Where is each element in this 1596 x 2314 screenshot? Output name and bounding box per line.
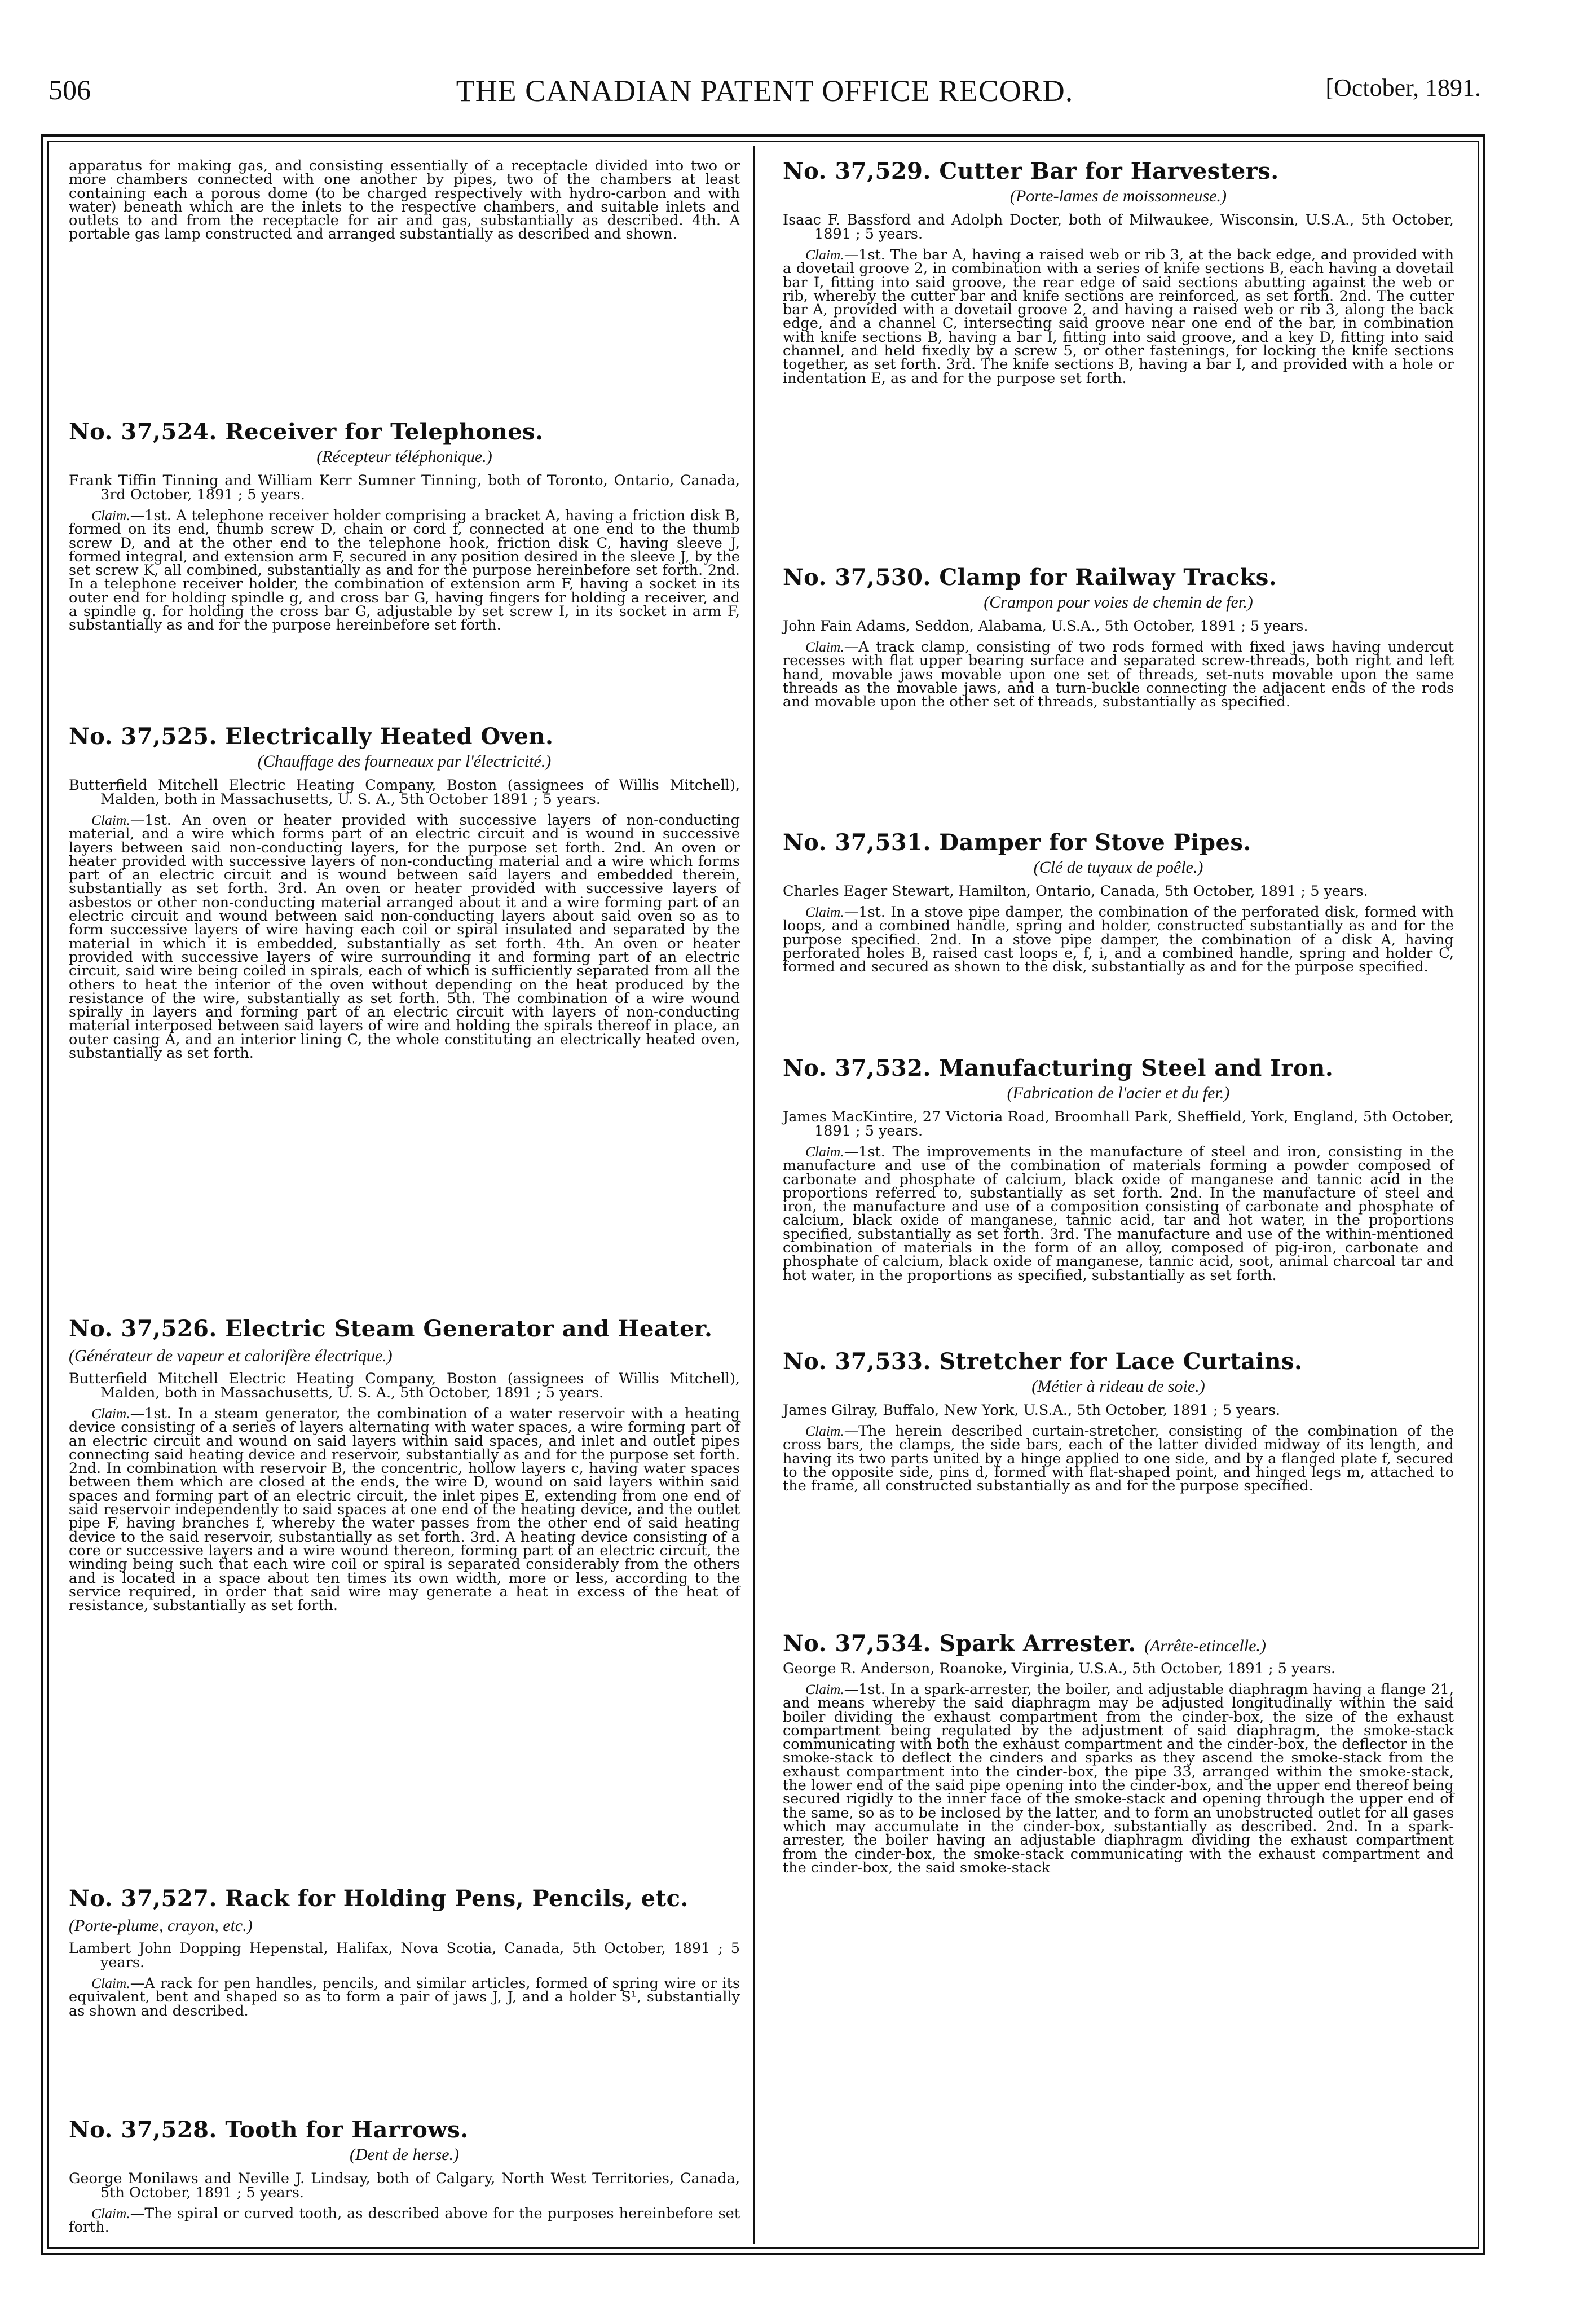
claim-label: Claim.	[91, 1975, 130, 1991]
claim-body: —1st. The improvements in the manufacture of steel and iron, consisting in the manufacture and use of the combination of materials forming a powder composed of carbonate and phosphate of calcium, black oxide of manganese and tannic acid in the proportions referred to, substantially as set forth. 2nd. In the manufacture of steel and iron, the manufacture and use of a composition consisting of carbonate and phosphate of calcium, black oxide of manganese, tannic acid, tar and hot water, in the proportions specified, substantially as set forth. 3rd. The manufacture and use of the within-mentioned combination of materials in the form of an alloy, composed of pig-iron, carbonate and phosphate of calcium, black oxide of manganese, tannic acid, soot, animal charcoal tar and hot water, in the proportions as specified, substantially as set forth.	[783, 1143, 1454, 1284]
claim-label: Claim.	[91, 2205, 130, 2221]
claim-text	[783, 1683, 1454, 1875]
patent-heading	[69, 1886, 740, 1938]
claim-text	[783, 1145, 1454, 1282]
claim-text	[69, 813, 740, 1060]
patent-number: No. 37,534.	[783, 1630, 931, 1657]
claim-label: Claim.	[805, 1423, 844, 1439]
patent-entry-37526	[69, 1317, 740, 1886]
patentee-line: Charles Eager Stewart, Hamilton, Ontario, Canada, 5th October, 1891 ; 5 years.	[783, 883, 1368, 900]
patent-heading	[69, 420, 740, 445]
claim-label: Claim.	[91, 1405, 130, 1422]
claim-label: Claim.	[91, 507, 130, 523]
patentee-line: Lambert John Dopping Hepenstal, Halifax, Nova Scotia, Canada, 5th October, 1891 ; 5 years.	[69, 1940, 740, 1971]
left-column	[69, 159, 740, 2287]
patent-heading	[69, 1317, 740, 1369]
patent-heading	[69, 724, 740, 749]
french-title: (Fabrication de l'acier et du fer.)	[1007, 1084, 1230, 1102]
claim-body: —1st. In a stove pipe damper, the combination of the perforated disk, formed with loops, and a combined handle, spring and holder, constructed substantially as and for the purpose specified. 2nd. In a stove pipe damper, the combination of a disk A, having perforated holes B, raised cast loops e, f, i, and a combined handle, spring and holder C, formed and secured as shown to the disk, substantially as and for the purpose specified.	[783, 904, 1454, 976]
patent-title: Damper for Stove Pipes.	[939, 829, 1251, 856]
issue-date: [October, 1891.	[1325, 74, 1481, 102]
claim-text	[783, 905, 1454, 974]
patent-entry-37529	[783, 159, 1454, 565]
claim-label: Claim.	[805, 639, 844, 655]
patent-title: Electric Steam Generator and Heater.	[225, 1316, 713, 1342]
patentee-line: George Monilaws and Neville J. Lindsay, both of Calgary, North West Territories, Canada, 5th October, 1891 ; 5 years.	[69, 2170, 740, 2201]
claim-text	[783, 640, 1454, 709]
patent-number: No. 37,527.	[69, 1885, 217, 1912]
claim-body: —1st. In a spark-arrester, the boiler, and adjustable diaphragm having a flange 21, and means whereby the said diaphragm may be adjusted longitudinally within the said boiler dividing the exhaust compartment from the cinder-box, the size of the exhaust compartment being regulated by the adjustment of said diaphragm, the smoke-stack communicating with both the exhaust compartment and the cinder-box, the deflector in the smoke-stack to deflect the cinders and sparks as they ascend the smoke-stack from the exhaust compartment into the cinder-box, the pipe 33, arranged within the smoke-stack, the lower end of the said pipe opening into the cinder-box, and the upper end thereof being secured rigidly to the inner face of the smoke-stack and opening through the upper end of the same, so as to be inclosed by the latter, and to form an unobstructed outlet for all gases which may accumulate in the cinder-box, substantially as described. 2nd. In a spark-arrester, the boiler having an adjustable diaphragm dividing the exhaust compartment from the cinder-box, the smoke-stack communicating with the exhaust compartment and the cinder-box, the said smoke-stack	[783, 1681, 1454, 1876]
patent-entry-37525	[69, 724, 740, 1317]
patent-title: Spark Arrester.	[939, 1630, 1136, 1657]
patent-entry-37532	[783, 1056, 1454, 1349]
claim-body: —A track clamp, consisting of two rods formed with fixed jaws having undercut recesses with flat upper bearing surface and separated screw-threads, both right and left hand, movable jaws movable upon one set of threads, set-nuts movable upon the same threads as the movable jaws, and a turn-buckle connecting the adjacent ends of the rods and movable upon the other set of threads, substantially as specified.	[783, 639, 1454, 711]
claim-body: —1st. In a steam generator, the combination of a water reservoir with a heating device consisting of a series of layers alternating with water spaces, a wire forming part of an electric circuit and wound on said layers within said spaces, and inlet and outlet pipes connecting said heating device and reservoir, substantially as and for the purpose set forth. 2nd. In combination with reservoir B, the concentric, hollow layers c, having water spaces between them which are closed at the ends, the wire D, wound on said layers within said spaces and forming part of an electric circuit, the inlet pipes E, extending from one end of said reservoir independently to said spaces at one end of the heating device, and the outlet pipe F, having branches f, whereby the water passes from the other end of said heating device to the said reservoir, substantially as set forth. 3rd. A heating device consisting of a core or successive layers and a wire wound thereon, forming part of an electric circuit, the winding being such that each wire coil or spiral is separated considerably from the others and is located in a space about ten times its own width, more or less, according to the service required, in order that said wire may generate a heat in excess of the heat of resistance, substantially as set forth.	[69, 1405, 740, 1614]
patentee-line: John Fain Adams, Seddon, Alabama, U.S.A., 5th October, 1891 ; 5 years.	[783, 618, 1308, 635]
french-title: (Métier à rideau de soie.)	[1031, 1377, 1205, 1396]
claim-body: —1st. A telephone receiver holder comprising a bracket A, having a friction disk B, formed on its end, thumb screw D, chain or cord f, connected at one end to the thumb screw D, and at the other end to the telephone hook, friction disk C, having sleeve J, formed integral, and extension arm F, secured in any position desired in the sleeve J, by the set screw K, all combined, substantially as and for the purpose hereinbefore set forth. 2nd. In a telephone receiver holder, the combination of extension arm F, having a socket in its outer end for holding spindle g, and cross bar G, having fingers for holding a receiver, and a spindle g. for holding the cross bar G, adjustable by set screw I, in its socket in arm F, substantially as and for the purpose hereinbefore set forth.	[69, 507, 740, 634]
patent-title: Manufacturing Steel and Iron.	[939, 1055, 1334, 1081]
patentee-line: Butterfield Mitchell Electric Heating Company, Boston (assignees of Willis Mitchell), Malden, both in Massachusetts, U. S. A., 5th October, 1891 ; 5 years.	[69, 1370, 740, 1401]
patent-number: No. 37,533.	[783, 1348, 931, 1375]
patent-number: No. 37,531.	[783, 829, 931, 856]
patent-heading	[783, 830, 1454, 855]
patent-entry-37531	[783, 830, 1454, 1056]
patentee-line: George R. Anderson, Roanoke, Virginia, U.S.A., 5th October, 1891 ; 5 years.	[783, 1660, 1336, 1677]
right-column	[783, 159, 1454, 2162]
patent-number: No. 37,532.	[783, 1055, 931, 1081]
column-divider	[753, 146, 755, 2244]
patent-heading	[783, 565, 1454, 590]
patent-heading	[69, 2118, 740, 2143]
claim-text	[69, 1977, 740, 2018]
patent-heading	[783, 1349, 1454, 1374]
claim-label: Claim.	[91, 812, 130, 828]
french-title: (Chauffage des fourneaux par l'électricité.)	[257, 752, 552, 771]
patent-title: Cutter Bar for Harvesters.	[939, 158, 1279, 184]
french-title: (Récepteur téléphonique.)	[316, 447, 492, 466]
publication-title: THE CANADIAN PATENT OFFICE RECORD.	[456, 74, 1074, 108]
patent-entry-37524	[69, 420, 740, 724]
patent-number: No. 37,530.	[783, 564, 931, 591]
claim-text	[69, 2207, 740, 2234]
patent-entry-37533	[783, 1349, 1454, 1631]
french-title: (Clé de tuyaux de poêle.)	[1033, 858, 1203, 877]
claim-text	[69, 1407, 740, 1612]
patent-heading	[783, 159, 1454, 184]
patent-heading	[783, 1056, 1454, 1081]
claim-body: —The spiral or curved tooth, as described above for the purposes hereinbefore set forth.	[69, 2205, 740, 2236]
claim-label: Claim.	[805, 247, 844, 263]
patent-entry-37527	[69, 1886, 740, 2118]
patent-number: No. 37,524.	[69, 419, 217, 445]
patent-number: No. 37,525.	[69, 723, 217, 750]
patentee-line: James Gilray, Buffalo, New York, U.S.A., 5th October, 1891 ; 5 years.	[783, 1402, 1281, 1419]
patentee-line: Frank Tiffin Tinning and William Kerr Sumner Tinning, both of Toronto, Ontario, Canada, 3rd October, 1891 ; 5 years.	[69, 472, 740, 503]
french-title: (Dent de herse.)	[349, 2145, 460, 2164]
claim-label: Claim.	[805, 904, 844, 920]
page-header	[49, 73, 1481, 118]
patent-number: No. 37,526.	[69, 1316, 217, 1342]
patent-title: Stretcher for Lace Curtains.	[939, 1348, 1303, 1375]
patent-heading	[783, 1631, 1454, 1658]
patent-entry-37534	[783, 1631, 1454, 2162]
patent-title: Clamp for Railway Tracks.	[939, 564, 1277, 591]
claim-label: Claim.	[805, 1681, 844, 1697]
patent-number: No. 37,529.	[783, 158, 931, 184]
patent-title: Tooth for Harrows.	[225, 2117, 469, 2143]
claim-body: —1st. The bar A, having a raised web or rib 3, at the back edge, and provided with a dovetail groove 2, in combination with a series of knife sections B, each having a dovetail bar I, fitting into said groove, the rear edge of said sections abutting against the web or rib, whereby the cutter bar and knife sections are reinforced, as set forth. 2nd. The cutter bar A, provided with a dovetail groove 2, and having a raised web or rib 3, along the back edge, and a channel C, intersecting said groove near one end of the bar, in combination with knife sections B, having a bar I, fitting into said groove, and a key D, fitting into said channel, and held fixedly by a screw 5, or other fastenings, for locking the knife sections together, as set forth. 3rd. The knife sections B, having a bar I, and provided with a hole or indentation E, as and for the purpose set forth.	[783, 247, 1454, 387]
claim-body: —The herein described curtain-stretcher, consisting of the combination of the cross bars, the clamps, the side bars, each of the latter divided midway of its length, and having its two parts united by a hinge applied to one side, and by a flanged plate f, secured to the opposite side, pins d, formed with flat-shaped point, and hinged legs m, attached to the frame, all constructed substantially as and for the purpose specified.	[783, 1423, 1454, 1495]
french-title: (Arrête-etincelle.)	[1144, 1636, 1266, 1655]
claim-text	[783, 1424, 1454, 1493]
continued-text-block	[69, 159, 740, 420]
claim-text	[69, 509, 740, 632]
french-title: (Crampon pour voies de chemin de fer.)	[984, 593, 1253, 612]
continued-claim-text: apparatus for making gas, and consisting essentially of a receptacle divided into two or more chambers connected with one another by pipes, two of the chambers at least containing each a porous dome (to be charged respectively with hydro-carbon and with water) beneath which are the inlets to the respective chambers, and suitable inlets and outlets to and from the receptacle for air and gas, substantially as described. 4th. A portable gas lamp constructed and arranged substantially as described and shown.	[69, 157, 740, 243]
patent-entry-37530	[783, 565, 1454, 830]
patent-number: No. 37,528.	[69, 2117, 217, 2143]
claim-label: Claim.	[805, 1143, 844, 1160]
french-title: (Générateur de vapeur et calorifère électrique.)	[69, 1347, 393, 1365]
page-number: 506	[49, 74, 91, 105]
patent-entry-37528	[69, 2118, 740, 2287]
patentee-line: Isaac F. Bassford and Adolph Docter, both of Milwaukee, Wisconsin, U.S.A., 5th October, 1891 ; 5 years.	[783, 212, 1454, 243]
patentee-line: James MacKintire, 27 Victoria Road, Broomhall Park, Sheffield, York, England, 5th October, 1891 ; 5 years.	[783, 1108, 1454, 1140]
claim-body: —1st. An oven or heater provided with successive layers of non-conducting material, and a wire which forms part of an electric circuit and is wound in successive layers between said non-conducting layers, for the purpose set forth. 2nd. An oven or heater provided with successive layers of non-conducting material and a wire which forms part of an electric circuit and is wound between said layers and embedded therein, substantially as set forth. 3rd. An oven or heater provided with successive layers of asbestos or other non-conducting material arranged about it and a wire forming part of an electric circuit and wound between said non-conducting layers about said oven so as to form successive layers of wire having each coil or spiral insulated and separated by the material in which it is embedded, substantially as set forth. 4th. An oven or heater provided with successive layers of wire surrounding it and forming part of an electric circuit, said wire being coiled in spirals, each of which is sufficiently separated from all the others to heat the interior of the oven without depending on the heat produced by the resistance of the wire, substantially as set forth. 5th. The combination of a wire wound spirally in layers and forming part of an electric circuit with layers of non-conducting material interposed between said layers of wire and holding the spirals thereof in place, an outer casing A, and an interior lining C, the whole constituting an electrically heated oven, substantially as set forth.	[69, 812, 740, 1062]
patentee-line: Butterfield Mitchell Electric Heating Company, Boston (assignees of Willis Mitchell), Malden, both in Massachusetts, U. S. A., 5th October 1891 ; 5 years.	[69, 777, 740, 808]
claim-text	[783, 248, 1454, 385]
patent-title: Electrically Heated Oven.	[225, 723, 554, 750]
patent-title: Receiver for Telephones.	[225, 419, 544, 445]
claim-body: —A rack for pen handles, pencils, and similar articles, formed of spring wire or its equivalent, bent and shaped so as to form a pair of jaws J, J, and a holder S¹, substantially as shown and described.	[69, 1975, 740, 2020]
patent-title: Rack for Holding Pens, Pencils, etc.	[225, 1885, 689, 1912]
french-title: (Porte-plume, crayon, etc.)	[69, 1916, 253, 1935]
french-title: (Porte-lames de moissonneuse.)	[1009, 187, 1227, 205]
